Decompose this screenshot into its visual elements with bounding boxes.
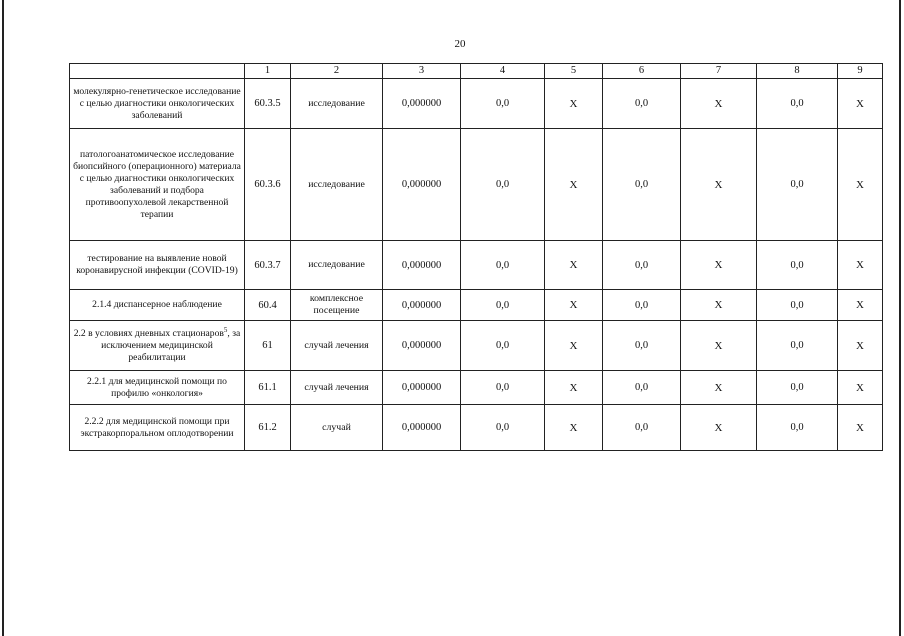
table-row	[70, 371, 883, 405]
scan-border-right	[899, 0, 901, 636]
cell-col-3: 0,000000	[383, 405, 461, 451]
row-unit: случай лечения	[291, 371, 383, 405]
cell-col-9: X	[838, 290, 883, 321]
row-name: 2.1.4 диспансерное наблюдение	[70, 290, 245, 321]
cell-col-6: 0,0	[603, 129, 681, 241]
cell-col-4: 0,0	[461, 321, 545, 371]
cell-col-7: X	[681, 371, 757, 405]
table-row	[70, 290, 883, 321]
scan-border-left	[2, 0, 4, 636]
row-unit: случай	[291, 405, 383, 451]
cell-col-6: 0,0	[603, 371, 681, 405]
cell-col-9: X	[838, 241, 883, 290]
row-name-tail: , за исключением медицинской реабилитации	[101, 327, 241, 363]
cell-col-3: 0,000000	[383, 129, 461, 241]
column-header: 2	[291, 64, 383, 79]
cell-col-4: 0,0	[461, 371, 545, 405]
cell-col-9: X	[838, 79, 883, 129]
cell-col-8: 0,0	[757, 79, 838, 129]
row-unit: случай лечения	[291, 321, 383, 371]
cell-col-9: X	[838, 405, 883, 451]
cell-col-4: 0,0	[461, 241, 545, 290]
row-code: 61.1	[245, 371, 291, 405]
row-name: 2.2.1 для медицинской помощи по профилю «онкология»	[70, 371, 245, 405]
cell-col-8: 0,0	[757, 290, 838, 321]
column-header: 1	[245, 64, 291, 79]
row-name: патологоанатомическое исследование биопсийного (операционного) материала с целью диагностики онкологических заболеваний и подбора противоопухолевой лекарственной терапии	[70, 129, 245, 241]
cell-col-4: 0,0	[461, 79, 545, 129]
cell-col-5: X	[545, 290, 603, 321]
cell-col-8: 0,0	[757, 321, 838, 371]
column-header: 6	[603, 64, 681, 79]
cell-col-7: X	[681, 321, 757, 371]
cell-col-8: 0,0	[757, 241, 838, 290]
cell-col-7: X	[681, 290, 757, 321]
cell-col-5: X	[545, 79, 603, 129]
cell-col-3: 0,000000	[383, 290, 461, 321]
cell-col-7: X	[681, 241, 757, 290]
row-unit: исследование	[291, 79, 383, 129]
table-row	[70, 79, 883, 129]
cell-col-8: 0,0	[757, 371, 838, 405]
column-header	[70, 64, 245, 79]
table-row	[70, 405, 883, 451]
cell-col-8: 0,0	[757, 405, 838, 451]
row-unit: исследование	[291, 241, 383, 290]
data-table	[69, 63, 883, 451]
column-header: 4	[461, 64, 545, 79]
table-row	[70, 129, 883, 241]
footnote-mark: 5	[223, 325, 228, 334]
cell-col-6: 0,0	[603, 290, 681, 321]
cell-col-6: 0,0	[603, 405, 681, 451]
page-number: 20	[454, 38, 466, 50]
cell-col-7: X	[681, 79, 757, 129]
cell-col-5: X	[545, 405, 603, 451]
column-header: 5	[545, 64, 603, 79]
row-name: 2.2.2 для медицинской помощи при экстракорпоральном оплодотворении	[70, 405, 245, 451]
cell-col-9: X	[838, 129, 883, 241]
row-name-text: 2.2 в условиях дневных стационаров	[73, 327, 224, 339]
row-name: молекулярно-генетическое исследование с целью диагностики онкологических заболеваний	[70, 79, 245, 129]
row-code: 61.2	[245, 405, 291, 451]
table-row	[70, 241, 883, 290]
row-unit: исследование	[291, 129, 383, 241]
cell-col-6: 0,0	[603, 241, 681, 290]
column-header: 7	[681, 64, 757, 79]
row-code: 60.3.5	[245, 79, 291, 129]
cell-col-5: X	[545, 241, 603, 290]
row-code: 61	[245, 321, 291, 371]
cell-col-3: 0,000000	[383, 79, 461, 129]
row-code: 60.3.7	[245, 241, 291, 290]
row-code: 60.4	[245, 290, 291, 321]
cell-col-4: 0,0	[461, 129, 545, 241]
table-row	[70, 321, 883, 371]
cell-col-6: 0,0	[603, 79, 681, 129]
cell-col-3: 0,000000	[383, 371, 461, 405]
cell-col-3: 0,000000	[383, 321, 461, 371]
cell-col-9: X	[838, 371, 883, 405]
row-name: тестирование на выявление новой коронавирусной инфекции (COVID-19)	[70, 241, 245, 290]
cell-col-4: 0,0	[461, 290, 545, 321]
cell-col-3: 0,000000	[383, 241, 461, 290]
cell-col-8: 0,0	[757, 129, 838, 241]
cell-col-6: 0,0	[603, 321, 681, 371]
cell-col-5: X	[545, 321, 603, 371]
column-header: 3	[383, 64, 461, 79]
cell-col-5: X	[545, 129, 603, 241]
cell-col-7: X	[681, 129, 757, 241]
cell-col-7: X	[681, 405, 757, 451]
cell-col-9: X	[838, 321, 883, 371]
header-row	[70, 64, 883, 79]
row-unit: комплексное посещение	[291, 290, 383, 321]
row-code: 60.3.6	[245, 129, 291, 241]
row-name	[70, 321, 245, 371]
cell-col-5: X	[545, 371, 603, 405]
column-header: 9	[838, 64, 883, 79]
column-header: 8	[757, 64, 838, 79]
cell-col-4: 0,0	[461, 405, 545, 451]
